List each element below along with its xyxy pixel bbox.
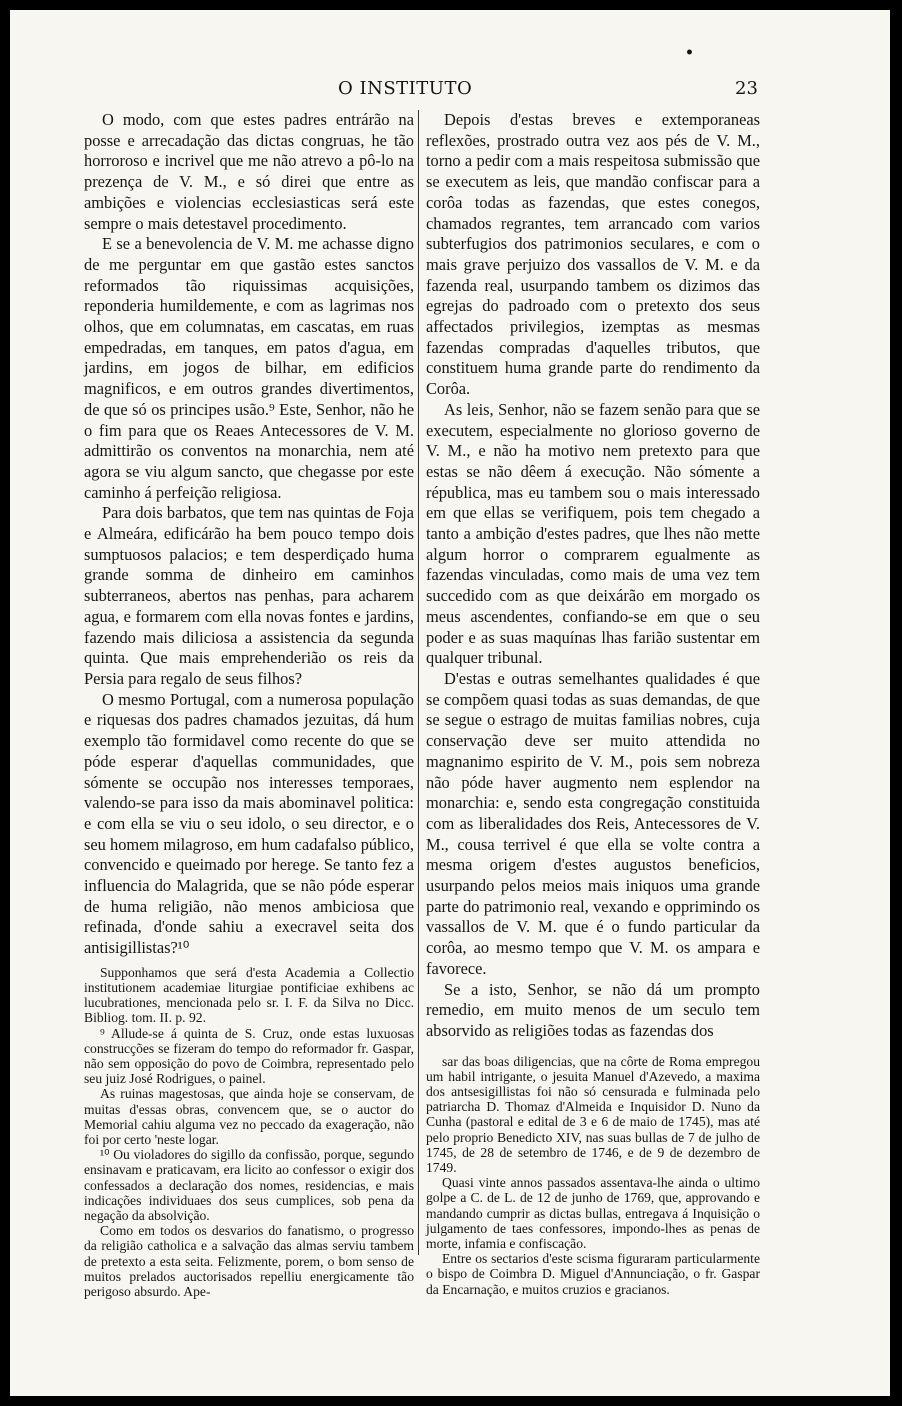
paragraph: Se a isto, Senhor, se não dá um prompto remedio, em muito menos de um seculo tem absorvido as religiões todas as fazendas dos xyxy=(426,979,760,1040)
column-divider xyxy=(418,110,419,1255)
paragraph: E se a benevolencia de V. M. me achasse digno de me perguntar em que gastão estes sanctos reformados tão riquissimas acquisições, reponderia humildemente, e com as lagrimas nos olhos, que em columnatas, em cascatas, em ruas empedradas, em tanques, em patos d'agua, em jardins, em jogos de bilhar, em edificios magnificos, e em outros grandes divertimentos, de que só os principes usão.⁹ Este, Senhor, não he o fim para que os Reaes Antecessores de V. M. admittirão os conventos na monarchia, nem até agora se viu algum sancto, que chegasse por este caminho á perfeição religiosa. xyxy=(84,234,414,502)
footnote: ¹⁰ Ou violadores do sigillo da confissão, porque, segundo ensinavam e praticavam, era licito ao confessor o exigir dos confessados a declaração dos nomes, residencias, e mais indicações individuaes dos seus cumplices, sob pena da negação da absolvição. xyxy=(84,1147,414,1224)
footnote: ⁹ Allude-se á quinta de S. Cruz, onde estas luxuosas construcções se fizeram do tempo do reformador fr. Gaspar, não sem opposição do povo de Coimbra, representado pelo seu juiz José Rodrigues, o painel. xyxy=(84,1025,414,1087)
footnote: sar das boas diligencias, que na côrte de Roma empregou um habil intrigante, o jesuita Manuel d'Azevedo, a maxima dos antsesigillistas foi não só censurada e fulminada pelo patriarcha D. Thomaz d'Almeida e Inquisidor D. Nuno da Cunha (pastoral e edital de 3 e 6 de maio de 1745), mas até pelo proprio Benedicto XIV, nas suas bullas de 7 de julho de 1745, de 28 de setembro de 1746, e de 9 de dezembro de 1749. xyxy=(426,1053,760,1176)
right-footnotes xyxy=(426,1054,760,1297)
left-column xyxy=(84,110,414,1299)
page-sheet xyxy=(10,10,890,1396)
footnote: Como em todos os desvarios do fanatismo, o progresso da religião catholica e a salvação das almas serviu tambem de pretexto a esta seita. Felizmente, porem, o bom senso de muitos prelados auctorisados repelliu energicamente tão perigoso absurdo. Ape- xyxy=(84,1223,414,1300)
footnote: Supponhamos que será d'esta Academia a Collectio institutionem academiae liturgiae pontificiae exhibens ac lucubrationes, mencionada pelo sr. I. F. da Silva no Dicc. Bibliog. tom. II. p. 92. xyxy=(84,964,414,1026)
left-footnotes xyxy=(84,965,414,1299)
paragraph: As leis, Senhor, não se fazem senão para que se executem, especialmente no glorioso governo de V. M., e não ha motivo nem pretexto para que estas se não dêem á execução. Não sómente a républica, mas eu tambem sou o mais interessado em que ellas se verifiquem, pois tem chegado a tanto a ambição d'estes padres, que lhes não mette algum horror o comprarem egualmente as fazendas vinculadas, como mais de uma vez tem succedido com as que deixárão em morgado os meus ascendentes, confiando-se em que o seu poder e as suas maquínas lhas farião sustentar em qualquer tribunal. xyxy=(426,399,760,668)
paragraph: O modo, com que estes padres entrárão na posse e arrecadação das dictas congruas, he tão horroroso e incrivel que me não atrevo a pô-lo na prezença de V. M., e só direi que entre as ambições e violencias ecclesiasticas será este sempre o mais detestavel procedimento. xyxy=(84,110,414,233)
paragraph: D'estas e outras semelhantes qualidades é que se compõem quasi todas as suas demandas, de que se segue o estrago de muitas familias nobres, cuja conservação deve ser muito attendida no magnanimo espirito de V. M., pois sem nobreza não póde haver augmento nem esplendor na monarchia: e, sendo esta congregação constituida com as liberalidades dos Reis, Antecessores de V. M., cousa terrivel é que ella se volte contra a mesma origem d'estes augustos beneficios, usurpando pelos meios mais iniquos uma grande parte do patrimonio real, vexando e opprimindo os vassallos de V. M. que é o fundo particular da corôa, ao mesmo tempo que V. M. os ampara e favorece. xyxy=(426,668,760,978)
paragraph: Depois d'estas breves e extemporaneas reflexões, prostrado outra vez aos pés de V. M., torno a pedir com a mais respeitosa submissão que se executem as leis, que mandão confiscar para a corôa todas as fazendas, que estes conegos, chamados regrantes, tem arrancado com varios subterfugios dos patrimonios seculares, e com o mais grave perjuizo dos vassallos de V. M. e da fazenda real, usurpando tambem os dizimos das egrejas do padroado com o pretexto dos seus affectados privilegios, izemptas as mesmas fazendas compradas d'aquelles tributos, que constituem huma grande parte do rendimento da Corôa. xyxy=(426,110,760,399)
right-column xyxy=(426,110,760,1297)
running-title: O INSTITUTO xyxy=(338,78,473,99)
footnote: Quasi vinte annos passados assentava-lhe ainda o ultimo golpe a C. de L. de 12 de junho de 1769, que, approvando e mandando cumprir as dictas bullas, entregava á Inquisição o julgamento de taes confessores, impondo-lhes as penas de morte, infamia e confiscação. xyxy=(426,1175,760,1252)
footnote: Entre os sectarios d'este scisma figuraram particularmente o bispo de Coimbra D. Miguel d'Annunciação, o fr. Gaspar da Encarnação, e muitos cruzios e gracianos. xyxy=(426,1251,760,1297)
right-body-text xyxy=(426,110,760,1042)
paragraph: O mesmo Portugal, com a numerosa população e riquesas dos padres chamados jezuitas, dá hum exemplo tão formidavel como recente do que se póde esperar d'aquellas communidades, que sómente se occupão nos interesses temporaes, valendo-se para isso da mais abominavel politica: e com ella se viu o seu idolo, o seu director, e o seu homem milagroso, em hum cadafalso público, convencido e queimado por herege. Se tanto fez a influencia do Malagrida, que se não póde esperar de huma religião, não menos ambiciosa que refinada, d'onde sahiu a execravel seita dos antisigillistas?¹⁰ xyxy=(84,689,414,958)
printer-mark: • xyxy=(685,45,694,61)
page-number: 23 xyxy=(735,78,758,99)
paragraph: Para dois barbatos, que tem nas quintas de Foja e Almeára, edificárão ha bem pouco tempo dois sumptuosos palacios; e tem desperdiçado huma grande somma de dinheiro em caminhos subterraneos, abertos nas penhas, para acharem agua, e formarem com ella novas fontes e jardins, fazendo mais diliciosa a assistencia da segunda quinta. Que mais emprehenderião os reis da Persia para regalo de seus filhos? xyxy=(84,503,414,688)
footnote: As ruinas magestosas, que ainda hoje se conservam, de muitas d'essas obras, convencem que, se o auctor do Memorial cahiu alguma vez no peccado da exageração, não foi por certo 'neste logar. xyxy=(84,1086,414,1148)
left-body-text xyxy=(84,110,414,959)
